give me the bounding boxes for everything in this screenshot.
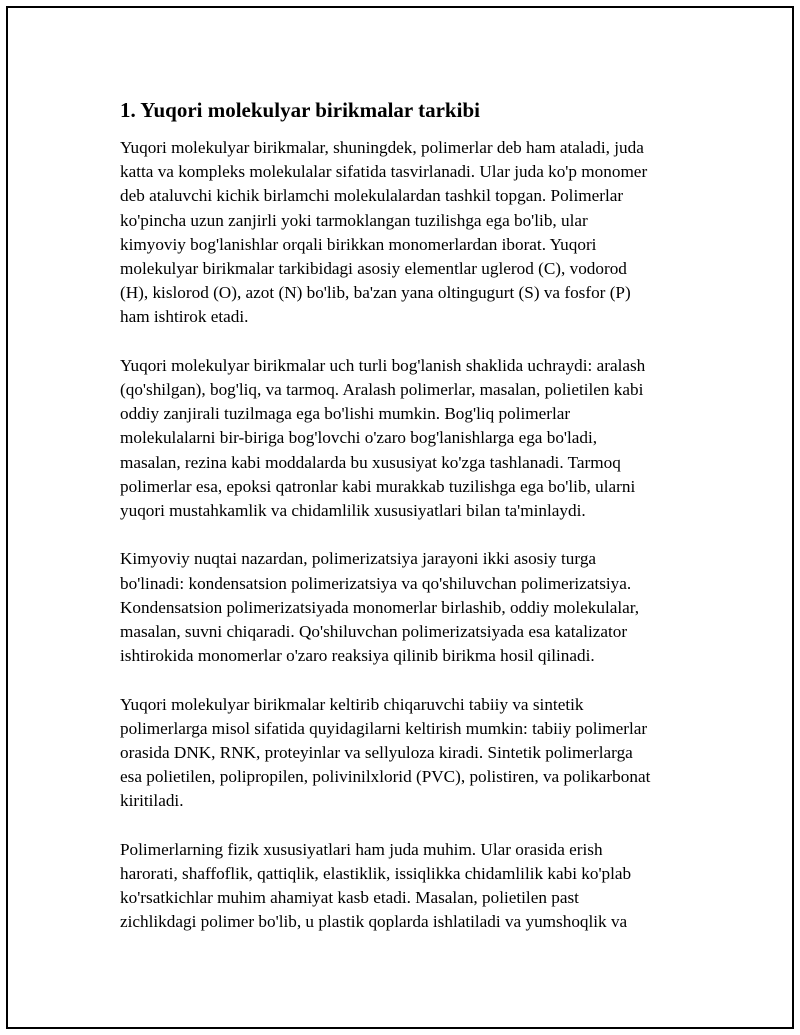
document-body — [120, 96, 700, 959]
paragraph-line: bo'linadi: kondensatsion polimerizatsiya va qo'shiluvchan polimerizatsiya. — [120, 573, 632, 593]
paragraph-line: yuqori mustahkamlik va chidamlilik xususiyatlari bilan ta'minlaydi. — [120, 501, 586, 521]
paragraph-line: esa polietilen, polipropilen, polivinilxlorid (PVC), polistiren, va polikarbonat — [120, 767, 651, 787]
paragraph-line: katta va kompleks molekulalar sifatida tasvirlanadi. Ular juda ko'p monomer — [120, 162, 648, 182]
paragraph-line: molekulyar birikmalar tarkibidagi asosiy elementlar uglerod (C), vodorod — [120, 259, 627, 279]
paragraph-line: Kondensatsion polimerizatsiyada monomerlar birlashib, oddiy molekulalar, — [120, 597, 640, 617]
paragraph-line: Yuqori molekulyar birikmalar keltirib chiqaruvchi tabiiy va sintetik — [120, 694, 584, 714]
paragraph-line: Yuqori molekulyar birikmalar uch turli bog'lanish shaklida uchraydi: aralash — [120, 355, 646, 375]
paragraph-line: deb ataluvchi kichik birlamchi molekulalardan tashkil topgan. Polimerlar — [120, 186, 624, 206]
paragraph-line: kiritiladi. — [120, 791, 184, 811]
paragraph-4 — [120, 693, 700, 814]
paragraph-line: zichlikdagi polimer bo'lib, u plastik qoplarda ishlatiladi va yumshoqlik va — [120, 912, 628, 932]
paragraph-5 — [120, 838, 700, 935]
paragraph-line: Polimerlarning fizik xususiyatlari ham juda muhim. Ular orasida erish — [120, 839, 603, 859]
paragraph-line: polimerlarga misol sifatida quyidagilarni keltirish mumkin: tabiiy polimerlar — [120, 718, 648, 738]
paragraph-line: ko'rsatkichlar muhim ahamiyat kasb etadi. Masalan, polietilen past — [120, 888, 579, 908]
paragraph-line: harorati, shaffoflik, qattiqlik, elastiklik, issiqlikka chidamlilik kabi ko'plab — [120, 864, 632, 884]
paragraph-line: masalan, rezina kabi moddalarda bu xususiyat ko'zga tashlanadi. Tarmoq — [120, 452, 621, 472]
section-heading: 1. Yuqori molekulyar birikmalar tarkibi — [120, 98, 480, 122]
paragraph-line: molekulalarni bir-biriga bog'lovchi o'zaro bog'lanishlarga ega bo'ladi, — [120, 428, 598, 448]
paragraph-3 — [120, 547, 700, 668]
paragraph-line: Kimyoviy nuqtai nazardan, polimerizatsiya jarayoni ikki asosiy turga — [120, 549, 597, 569]
paragraph-line: ishtirokida monomerlar o'zaro reaksiya qilinib birikma hosil qilinadi. — [120, 646, 595, 666]
paragraph-line: orasida DNK, RNK, proteyinlar va sellyuloza kiradi. Sintetik polimerlarga — [120, 743, 633, 763]
paragraph-line: ham ishtirok etadi. — [120, 307, 249, 327]
paragraph-line: masalan, suvni chiqaradi. Qo'shiluvchan polimerizatsiyada esa katalizator — [120, 622, 628, 642]
paragraph-2 — [120, 354, 700, 523]
paragraph-line: ko'pincha uzun zanjirli yoki tarmoklangan tuzilishga ega bo'lib, ular — [120, 210, 588, 230]
paragraph-line: (qo'shilgan), bog'liq, va tarmoq. Aralash polimerlar, masalan, polietilen kabi — [120, 380, 644, 400]
paragraph-1 — [120, 136, 700, 330]
paragraph-line: polimerlar esa, epoksi qatronlar kabi murakkab tuzilishga ega bo'lib, ularni — [120, 476, 636, 496]
paragraph-line: kimyoviy bog'lanishlar orqali birikkan monomerlardan iborat. Yuqori — [120, 234, 597, 254]
paragraph-line: (H), kislorod (O), azot (N) bo'lib, ba'zan yana oltingugurt (S) va fosfor (P) — [120, 283, 631, 303]
paragraph-line: Yuqori molekulyar birikmalar, shuningdek, polimerlar deb ham ataladi, juda — [120, 138, 644, 157]
page-frame — [6, 6, 794, 1029]
paragraph-line: oddiy zanjirali tuzilmaga ega bo'lishi mumkin. Bog'liq polimerlar — [120, 404, 571, 424]
